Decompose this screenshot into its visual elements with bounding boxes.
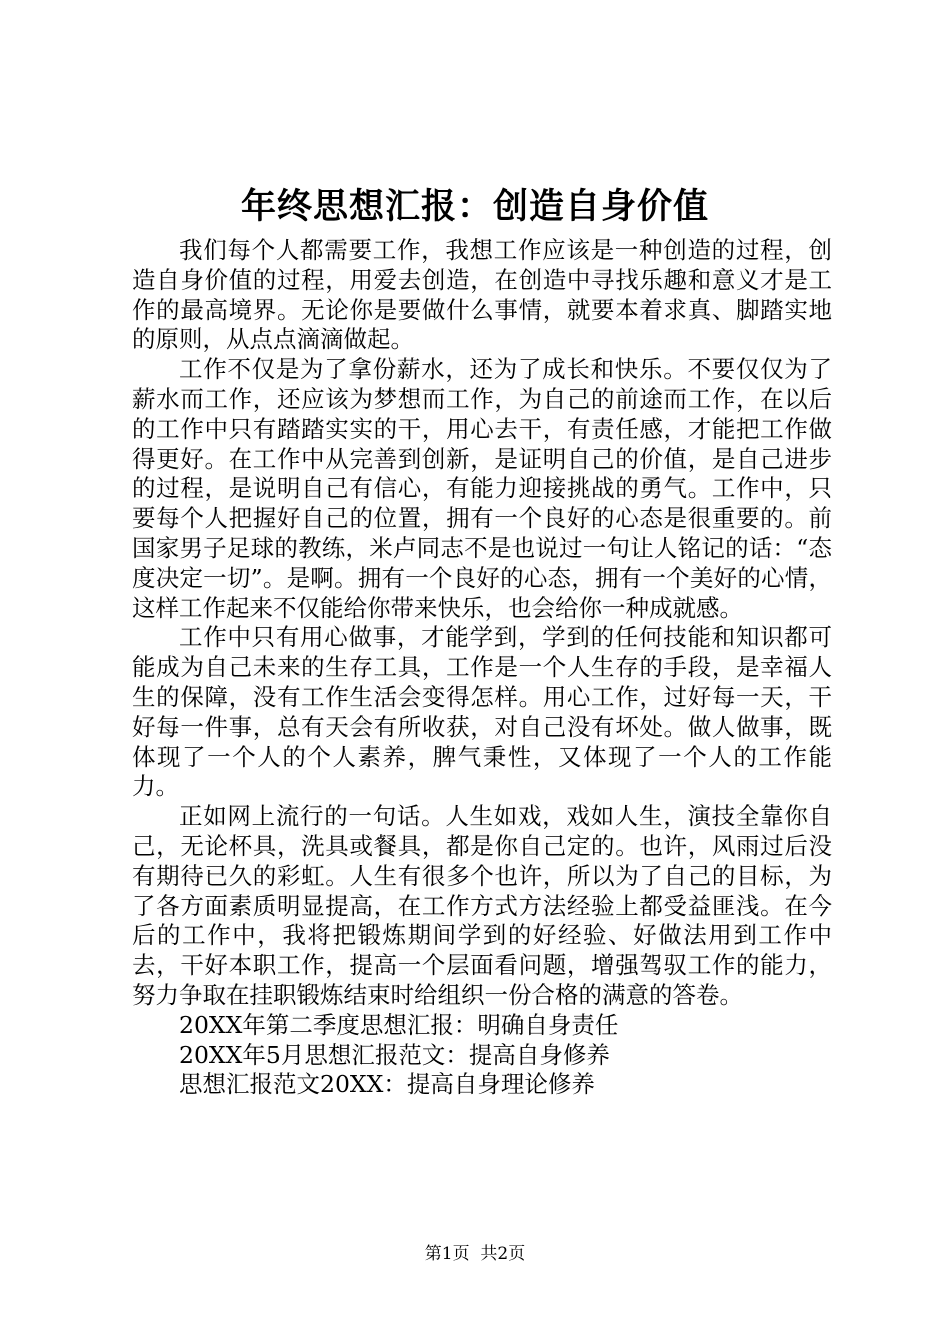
related-link-1[interactable]: 20XX年第二季度思想汇报：明确自身责任	[179, 1010, 619, 1039]
related-link-3[interactable]: 思想汇报范文20XX：提高自身理论修养	[179, 1070, 595, 1099]
document-title: 年终思想汇报：创造自身价值	[240, 186, 709, 227]
related-link-2[interactable]: 20XX年5月思想汇报范文：提高自身修养	[179, 1040, 610, 1069]
paragraph-3: 工作中只有用心做事，才能学到，学到的任何技能和知识都可能成为自己未来的生存工具，工作是一个人生存的手段，是幸福人生的保障，没有工作生活会变得怎样。用心工作，过好每一天，干好每一件事，总有天会有所收获，对自己没有坏处。做人做事，既体现了一个人的个人素养，脾气秉性，又体现了一个人的工作能力。	[132, 623, 832, 801]
page-indicator: 第1页 共2页	[424, 1244, 526, 1264]
related-links	[132, 1011, 832, 1100]
paragraph-1: 我们每个人都需要工作，我想工作应该是一种创造的过程，创造自身价值的过程，用爱去创造，在创造中寻找乐趣和意义才是工作的最高境界。无论你是要做什么事情，就要本着求真、脚踏实地的原则，从点点滴滴做起。	[132, 236, 832, 354]
document-body	[132, 236, 832, 1100]
paragraph-4: 正如网上流行的一句话。人生如戏，戏如人生，演技全靠你自己，无论杯具，洗具或餐具，都是你自己定的。也许，风雨过后没有期待已久的彩虹。人生有很多个也许，所以为了自己的目标，为了各方面素质明显提高，在工作方式方法经验上都受益匪浅。在今后的工作中，我将把锻炼期间学到的好经验、好做法用到工作中去，干好本职工作，提高一个层面看问题，增强驾驭工作的能力，努力争取在挂职锻炼结束时给组织一份合格的满意的答卷。	[132, 802, 832, 1009]
paragraph-2: 工作不仅是为了拿份薪水，还为了成长和快乐。不要仅仅为了薪水而工作，还应该为梦想而工作，为自己的前途而工作，在以后的工作中只有踏踏实实的干，用心去干，有责任感，才能把工作做得更好。在工作中从完善到创新，是证明自己的价值，是自己进步的过程，是说明自己有信心，有能力迎接挑战的勇气。工作中，只要每个人把握好自己的位置，拥有一个良好的心态是很重要的。前国家男子足球的教练，米卢同志不是也说过一句让人铭记的话：“态度决定一切”。是啊。拥有一个良好的心态，拥有一个美好的心情，这样工作起来不仅能给你带来快乐，也会给你一种成就感。	[132, 355, 832, 622]
